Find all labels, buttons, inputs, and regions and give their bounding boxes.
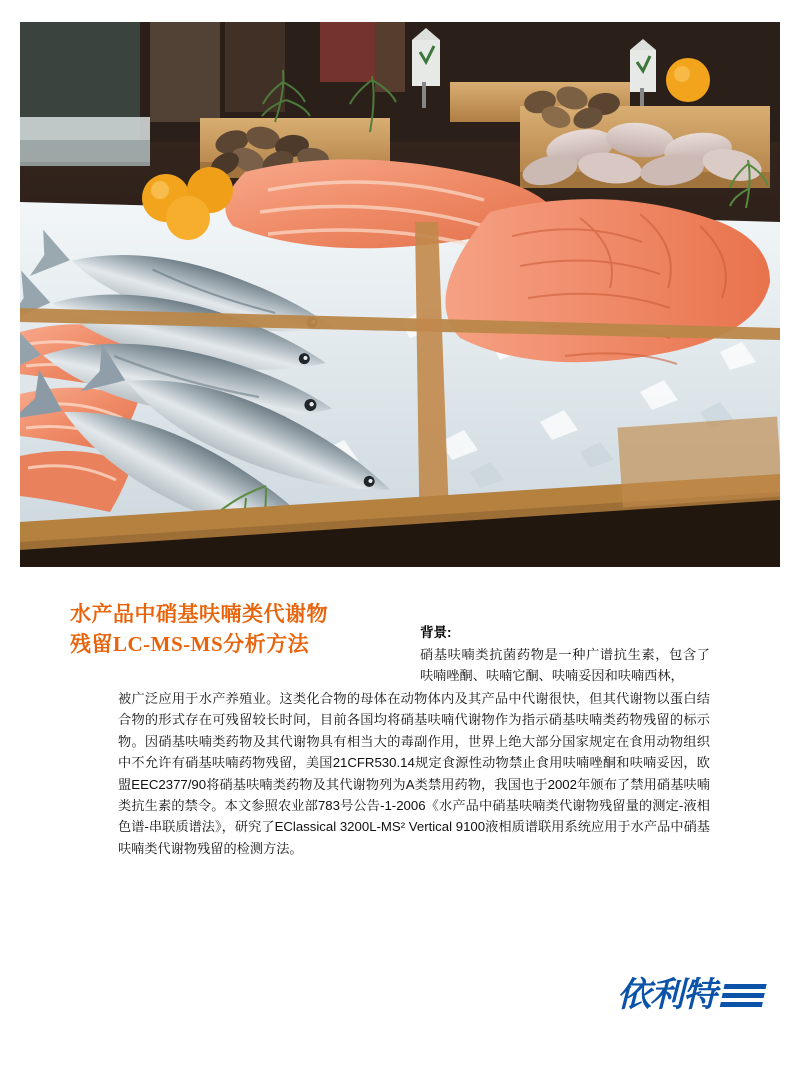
brand-logo [617,979,764,1013]
paragraph-full-width: 被广泛应用于水产养殖业。这类化合物的母体在动物体内及其产品中代谢很快，但其代谢物以蛋白结合物的形式存在可残留较长时间，目前各国均将硝基呋喃代谢物作为指示硝基呋喃类药物残留的标示物。因硝基呋喃类药物及其代谢物具有相当大的毒副作用，世界上绝大部分国家规定在食用动物组织中不允许有硝基呋喃药物残留，美国21CFR530.14规定食源性动物禁止食用呋喃唑酮和呋喃妥因，欧盟EEC2377/90将硝基呋喃类药物及其代谢物列为A类禁用药物，我国也于2002年颁布了禁用硝基呋喃类抗生素的禁令。本文参照农业部783号公告-1-2006《水产品中硝基呋喃类代谢物残留量的测定-液相色谱-串联质谱法》，研究了EClassical 3200L-MS² Vertical 9100液相质谱联用系统应用于水产品中硝基呋喃类代谢物残留的检测方法。 [118,691,710,856]
article-title [70,600,420,660]
title-line-1: 水产品中硝基呋喃类代谢物 [70,602,328,626]
three-bars-icon [719,984,766,1009]
title-line-2: 残留LC-MS-MS分析方法 [70,631,310,656]
hero-image [20,22,780,567]
seafood-market-illustration [20,22,780,567]
paragraph-right-column: 硝基呋喃类抗菌药物是一种广谱抗生素，包含了呋喃唑酮、呋喃它酮、呋喃妥因和呋喃西林， [420,647,710,684]
brand-name: 依利特 [617,977,716,1014]
background-heading: 背景: [420,625,452,640]
